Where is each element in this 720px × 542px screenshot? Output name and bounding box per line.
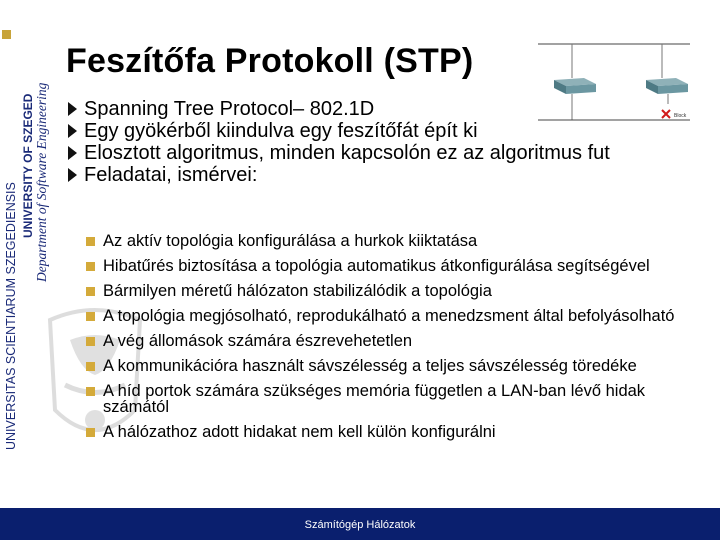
- bullet-item: Egy gyökérből kiindulva egy feszítőfát épít ki: [64, 120, 704, 142]
- switch-left-icon: [554, 78, 596, 94]
- sub-bullet-list: [86, 233, 686, 449]
- footer-bar: [0, 508, 720, 540]
- bullet-item: Spanning Tree Protocol– 802.1D: [64, 98, 704, 120]
- sub-bullet-item: A hálózathoz adott hidakat nem kell külön konfigurálni: [86, 424, 686, 440]
- sub-bullet-item: Bármilyen méretű hálózaton stabilizálódik a topológia: [86, 283, 686, 299]
- sub-bullet-item: Az aktív topológia konfigurálása a hurkok kiiktatása: [86, 233, 686, 249]
- arrow-bullet-icon: [68, 168, 77, 182]
- square-bullet-icon: [86, 237, 95, 246]
- university-latin-name: UNIVERSITAS SCIENTIARUM SZEGEDIENSIS: [4, 182, 18, 450]
- switch-right-icon: [646, 78, 688, 94]
- blocked-port-label: Block: [674, 113, 687, 119]
- square-bullet-icon: [86, 428, 95, 437]
- sub-bullet-item: A topológia megjósolható, reprodukálható a menedzsment által befolyásolható: [86, 308, 686, 324]
- bullet-item: Feladatai, ismérvei:: [64, 164, 704, 186]
- sub-bullet-item: A híd portok számára szükséges memória független a LAN-ban lévő hidak számától: [86, 383, 686, 415]
- arrow-bullet-icon: [68, 146, 77, 160]
- arrow-bullet-icon: [68, 124, 77, 138]
- footer-text: Számítógép Hálózatok: [304, 519, 416, 531]
- square-bullet-icon: [86, 287, 95, 296]
- sub-bullet-item: A kommunikációra használt sávszélesség a teljes sávszélesség töredéke: [86, 358, 686, 374]
- corner-accent-square: [2, 30, 11, 39]
- department-name: Department of Software Engineering: [34, 82, 49, 282]
- bullet-item: Elosztott algoritmus, minden kapcsolón ez az algoritmus fut: [64, 142, 704, 164]
- university-english-name: UNIVERSITY OF SZEGED: [21, 93, 35, 238]
- arrow-bullet-icon: [68, 102, 77, 116]
- square-bullet-icon: [86, 312, 95, 321]
- slide-title: Feszítőfa Protokoll (STP): [66, 42, 474, 80]
- square-bullet-icon: [86, 337, 95, 346]
- square-bullet-icon: [86, 262, 95, 271]
- sub-bullet-item: Hibatűrés biztosítása a topológia automatikus átkonfigurálása segítségével: [86, 258, 686, 274]
- sub-bullet-item: A vég állomások számára észrevehetetlen: [86, 333, 686, 349]
- main-bullet-list: [64, 98, 704, 186]
- square-bullet-icon: [86, 387, 95, 396]
- square-bullet-icon: [86, 362, 95, 371]
